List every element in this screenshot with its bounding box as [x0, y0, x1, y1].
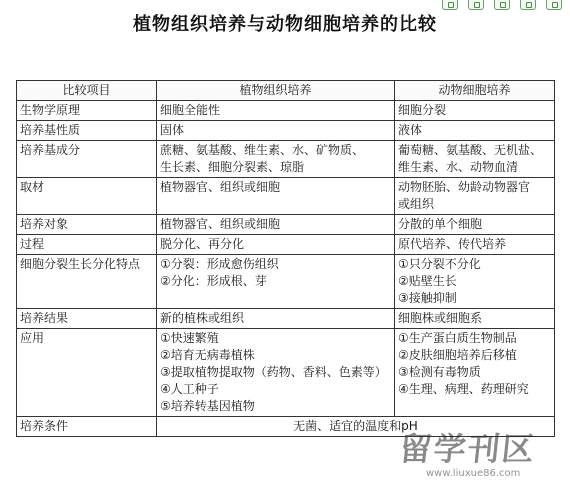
column-header: 比较项目 — [17, 81, 157, 101]
save-icon[interactable] — [494, 0, 510, 10]
table-row — [17, 121, 555, 141]
cell-line: 原代培养、传代培养 — [398, 237, 507, 251]
fullscreen-icon[interactable] — [520, 0, 536, 10]
cell-line: ③提取植物提取物（药物、香料、色素等） — [160, 365, 387, 379]
cell-line: ②皮肤细胞培养后移植 — [398, 348, 517, 362]
plant-cell — [157, 235, 395, 255]
cell-line: 生长素、细胞分裂素、琼脂 — [160, 160, 305, 174]
watermark-logo: 留学刊区 — [397, 430, 538, 468]
row-label: 细胞分裂生长分化特点 — [17, 255, 157, 309]
table-row — [17, 141, 555, 178]
plant-cell — [157, 178, 395, 215]
table-row — [17, 255, 555, 309]
cell-line: ①只分裂不分化 — [398, 257, 481, 271]
cell-line: 液体 — [398, 123, 423, 137]
cell-line: 动物胚胎、幼龄动物器官 — [398, 180, 531, 194]
cell-line: ⑤培养转基因植物 — [160, 399, 255, 413]
cell-line: 细胞分裂 — [398, 103, 447, 117]
cell-line: 新的植株或组织 — [160, 311, 245, 325]
animal-cell — [395, 329, 555, 417]
animal-cell — [395, 178, 555, 215]
cell-line: ②培育无病毒植株 — [160, 348, 255, 362]
plant-cell — [157, 101, 395, 121]
row-label: 应用 — [17, 329, 157, 417]
cell-line: ①生产蛋白质生物制品 — [398, 331, 517, 345]
cell-line: ④生理、病理、药理研究 — [398, 382, 529, 396]
cell-line: 分散的单个细胞 — [398, 217, 483, 231]
row-label: 培养基成分 — [17, 141, 157, 178]
cell-line: 蔗糖、氨基酸、维生素、水、矿物质、 — [160, 143, 365, 157]
row-label: 取材 — [17, 178, 157, 215]
cell-line: 或组织 — [398, 197, 435, 211]
plant-cell — [157, 121, 395, 141]
cell-line: 维生素、水、动物血清 — [398, 160, 519, 174]
animal-cell — [395, 235, 555, 255]
watermark-url: www.liuxue86.com — [426, 468, 521, 479]
cell-line: ②贴壁生长 — [398, 274, 457, 288]
row-label: 培养对象 — [17, 215, 157, 235]
animal-cell — [395, 121, 555, 141]
animal-cell — [395, 101, 555, 121]
more-icon[interactable] — [546, 0, 562, 10]
row-label: 培养基性质 — [17, 121, 157, 141]
cell-line: 脱分化、再分化 — [160, 237, 245, 251]
plant-cell — [157, 329, 395, 417]
animal-cell — [395, 309, 555, 329]
plant-cell — [157, 309, 395, 329]
table-row — [17, 309, 555, 329]
cell-line: ③接触抑制 — [398, 291, 457, 305]
cell-line: ②分化：形成根、芽 — [160, 274, 267, 288]
animal-cell — [395, 215, 555, 235]
table-row — [17, 215, 555, 235]
row-label: 生物学原理 — [17, 101, 157, 121]
cell-line: 植物器官、组织或细胞 — [160, 180, 281, 194]
column-header: 植物组织培养 — [157, 81, 395, 101]
row-label: 培养结果 — [17, 309, 157, 329]
cell-line: 细胞全能性 — [160, 103, 221, 117]
merged-cell: 无菌、适宜的温度和pH — [157, 417, 555, 437]
column-header: 动物细胞培养 — [395, 81, 555, 101]
cell-line: ④人工种子 — [160, 382, 219, 396]
table-header-row — [17, 81, 555, 101]
cell-line: 植物器官、组织或细胞 — [160, 217, 281, 231]
animal-cell — [395, 141, 555, 178]
plant-cell — [157, 255, 395, 309]
animal-cell — [395, 255, 555, 309]
table-row — [17, 329, 555, 417]
cell-line: 葡萄糖、氨基酸、无机盐、 — [398, 143, 543, 157]
plant-cell — [157, 215, 395, 235]
row-label: 过程 — [17, 235, 157, 255]
share-icon[interactable] — [442, 0, 458, 10]
cell-line: ③检测有毒物质 — [398, 365, 481, 379]
comparison-table — [16, 80, 555, 437]
cell-line: 细胞株或细胞系 — [398, 311, 483, 325]
cell-line: ①快速繁殖 — [160, 331, 219, 345]
row-label: 培养条件 — [17, 417, 157, 437]
cell-line: ①分裂：形成愈伤组织 — [160, 257, 279, 271]
table-row — [17, 101, 555, 121]
share-icon[interactable] — [468, 0, 484, 10]
cell-line: 固体 — [160, 123, 185, 137]
plant-cell — [157, 141, 395, 178]
table-row-last — [17, 417, 555, 437]
page-title: 植物组织培养与动物细胞培养的比较 — [133, 14, 437, 35]
table-row — [17, 235, 555, 255]
table-row — [17, 178, 555, 215]
